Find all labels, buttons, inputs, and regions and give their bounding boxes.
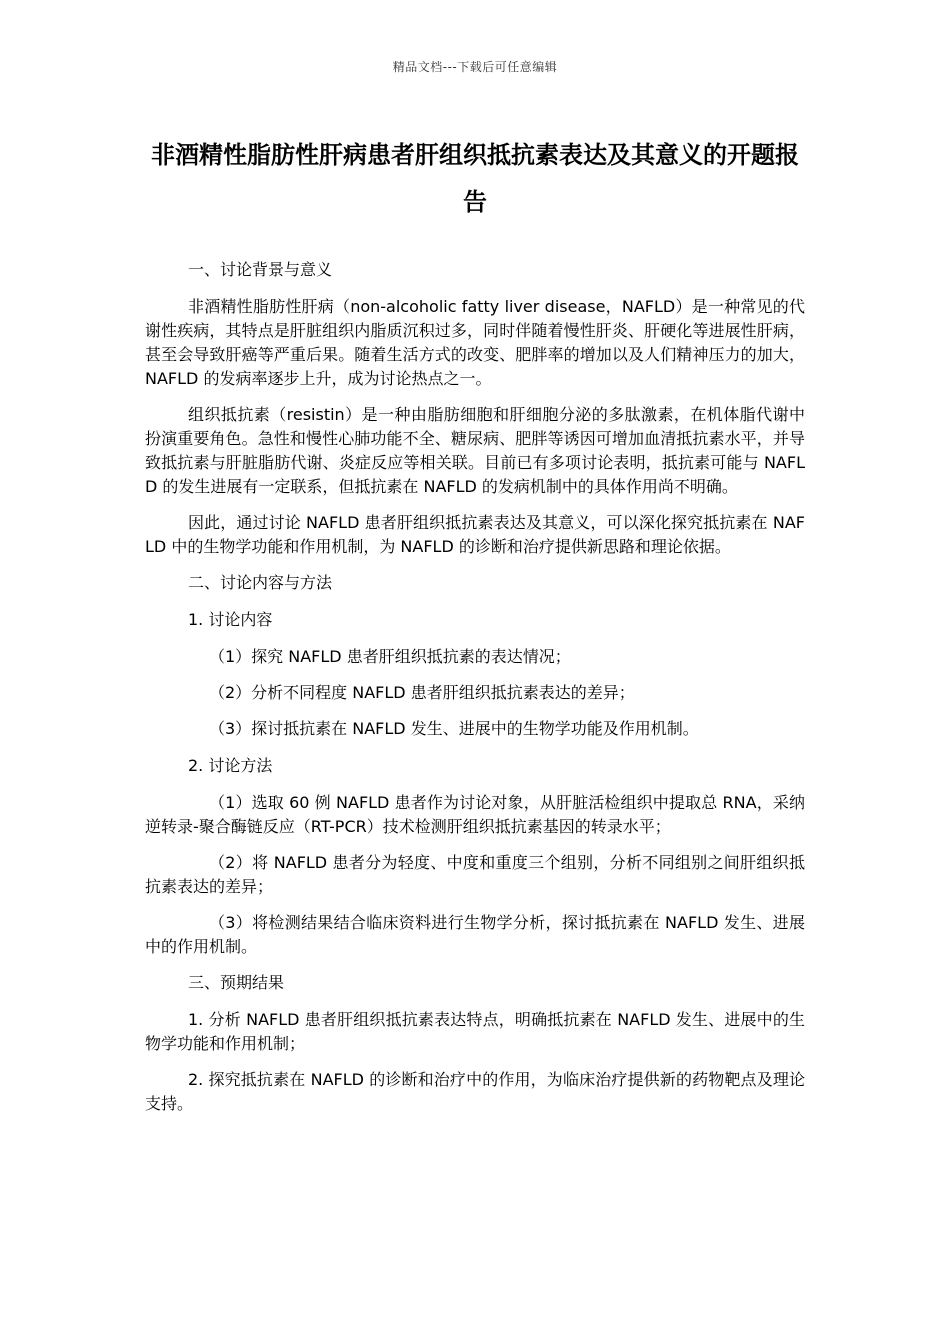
list-item: （3）探讨抵抗素在 NAFLD 发生、进展中的生物学功能及作用机制。 (209, 719, 699, 738)
paragraph: 非酒精性脂肪性肝病（non-alcoholic fatty liver disease，NAFLD）是一种常见的代谢性疾病，其特点是肝脏组织内脂质沉积过多，同时伴随着慢性肝炎、肝硬化等进展性肝病，甚至会导致肝癌等严重后果。随着生活方式的改变、肥胖率的增加以及人们精神压力的加大，NAFLD 的发病率逐步上升，成为讨论热点之一。 (145, 297, 805, 388)
list-item: （1）探究 NAFLD 患者肝组织抵抗素的表达情况； (209, 647, 571, 666)
subheading-content: 1. 讨论内容 (188, 610, 273, 629)
header-note: 精品文档---下载后可任意编辑 (392, 60, 558, 74)
list-item: （2）分析不同程度 NAFLD 患者肝组织抵抗素表达的差异； (209, 683, 635, 702)
list-item: 1. 分析 NAFLD 患者肝组织抵抗素表达特点，明确抵抗素在 NAFLD 发生、进展中的生物学功能和作用机制； (145, 1010, 805, 1053)
document-title: 非酒精性脂肪性肝病患者肝组织抵抗素表达及其意义的开题报告 (151, 141, 799, 216)
document-body (145, 258, 805, 1128)
paragraph: 因此，通过讨论 NAFLD 患者肝组织抵抗素表达及其意义，可以深化探究抵抗素在 NAFLD 中的生物学功能和作用机制，为 NAFLD 的诊断和治疗提供新思路和理论依据。 (145, 513, 805, 556)
section-heading-results: 三、预期结果 (188, 973, 285, 992)
list-item: （3）将检测结果结合临床资料进行生物学分析，探讨抵抗素在 NAFLD 发生、进展中的作用机制。 (145, 913, 805, 956)
section-heading-methods: 二、讨论内容与方法 (188, 573, 333, 592)
list-item: （1）选取 60 例 NAFLD 患者作为讨论对象，从肝脏活检组织中提取总 RNA，采纳逆转录-聚合酶链反应（RT-PCR）技术检测肝组织抵抗素基因的转录水平； (145, 793, 805, 836)
list-item: （2）将 NAFLD 患者分为轻度、中度和重度三个组别，分析不同组别之间肝组织抵抗素表达的差异； (145, 853, 805, 896)
list-item: 2. 探究抵抗素在 NAFLD 的诊断和治疗中的作用，为临床治疗提供新的药物靶点及理论支持。 (145, 1070, 805, 1113)
paragraph: 组织抵抗素（resistin）是一种由脂肪细胞和肝细胞分泌的多肽激素，在机体脂代谢中扮演重要角色。急性和慢性心肺功能不全、糖尿病、肥胖等诱因可增加血清抵抗素水平，并导致抵抗素与肝脏脂肪代谢、炎症反应等相关联。目前已有多项讨论表明，抵抗素可能与 NAFLD 的发生进展有一定联系，但抵抗素在 NAFLD 的发病机制中的具体作用尚不明确。 (145, 405, 805, 496)
section-heading-background: 一、讨论背景与意义 (188, 260, 333, 279)
subheading-methods: 2. 讨论方法 (188, 756, 273, 775)
